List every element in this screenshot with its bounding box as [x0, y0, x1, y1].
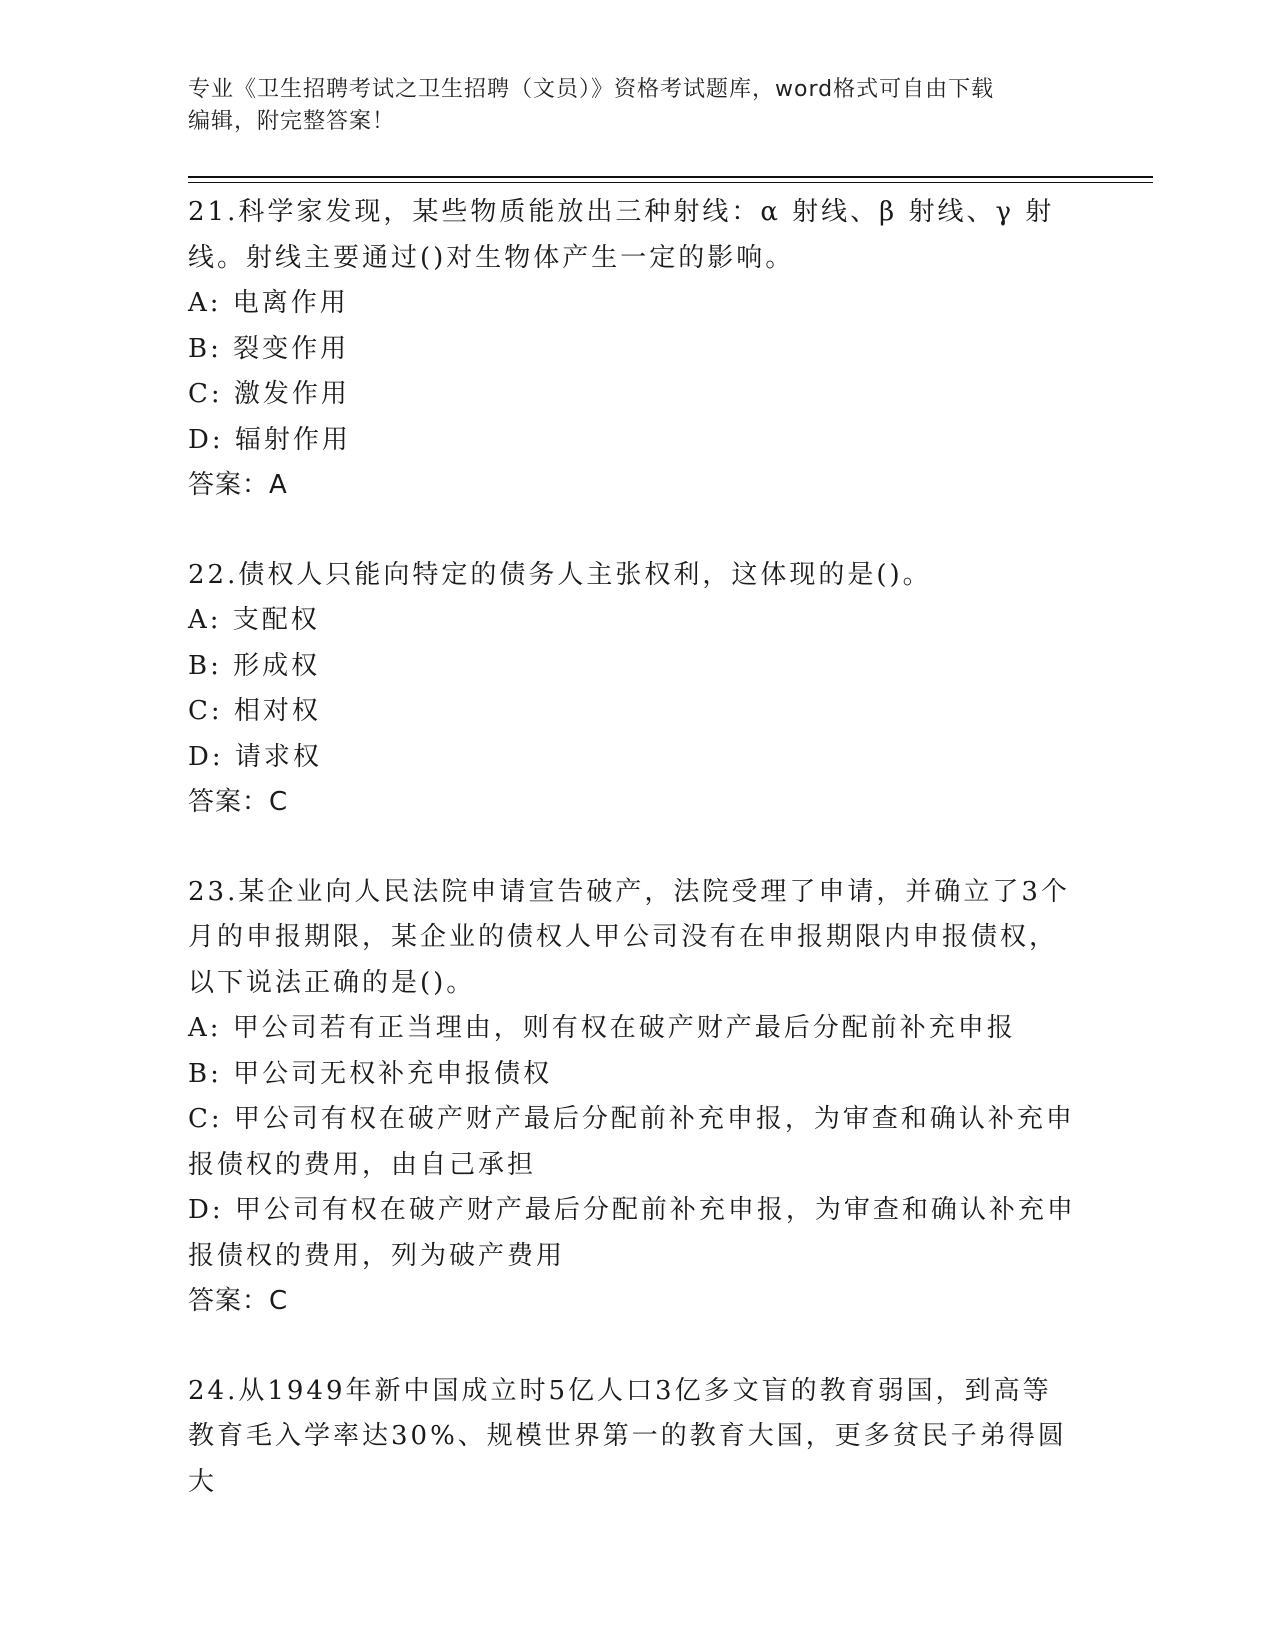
question-block	[188, 553, 1078, 826]
answer-option-line: C: 激发作用	[188, 379, 350, 409]
answer-option-line: B: 形成权	[188, 650, 321, 681]
question-stem-line: 24.从1949年新中国成立时5亿人口3亿多文盲的教育弱国，到高等	[188, 1375, 1052, 1406]
answer-option-line: D: 请求权	[188, 741, 322, 772]
question-stem-line: 月的申报期限，某企业的债权人甲公司没有在申报期限内申报债权，	[188, 922, 1059, 952]
answer-option-line: B: 裂变作用	[188, 333, 350, 364]
question-stem-line: 21.科学家发现，某些物质能放出三种射线：α 射线、β 射线、γ 射	[188, 197, 1055, 227]
answer-option-line: A: 电离作用	[188, 288, 349, 318]
answer-option-line: 报债权的费用，由自己承担	[188, 1149, 537, 1180]
question-block	[188, 870, 1078, 1325]
answer-key: 答案：C	[188, 787, 289, 817]
answer-option-line: D: 甲公司有权在破产财产最后分配前补充申报，为审查和确认补充申	[188, 1195, 1076, 1225]
answer-option-line: 报债权的费用，列为破产费用	[188, 1240, 566, 1271]
answer-option-line: B: 甲公司无权补充申报债权	[188, 1058, 553, 1089]
header-divider-thin	[188, 182, 1153, 183]
question-list	[188, 190, 1078, 1549]
answer-key: 答案：C	[188, 1286, 289, 1316]
answer-option-line: A: 甲公司若有正当理由，则有权在破产财产最后分配前补充申报	[188, 1013, 1016, 1043]
question-block	[188, 1369, 1078, 1506]
answer-option-line: C: 甲公司有权在破产财产最后分配前补充申报，为审查和确认补充申	[188, 1104, 1075, 1134]
question-stem-line: 22.债权人只能向特定的债务人主张权利，这体现的是()。	[188, 559, 932, 590]
answer-option-line: D: 辐射作用	[188, 424, 351, 455]
answer-key: 答案：A	[188, 470, 288, 500]
question-stem-line: 23.某企业向人民法院申请宣告破产，法院受理了申请，并确立了3个	[188, 876, 1070, 907]
header-line-2: 编辑，附完整答案！	[188, 109, 396, 134]
header-line-1: 专业《卫生招聘考试之卫生招聘（文员）》资格考试题库，word格式可自由下载	[188, 77, 995, 102]
answer-option-line: C: 相对权	[188, 696, 321, 726]
document-header	[188, 74, 1088, 138]
answer-option-line: A: 支配权	[188, 605, 320, 635]
question-stem-line: 线。射线主要通过()对生物体产生一定的影响。	[188, 242, 795, 273]
header-divider-thick	[188, 176, 1153, 178]
question-block	[188, 190, 1078, 509]
question-stem-line: 以下说法正确的是()。	[188, 967, 476, 998]
question-stem-line: 教育毛入学率达30%、规模世界第一的教育大国，更多贫民子弟得圆大	[188, 1421, 1067, 1497]
